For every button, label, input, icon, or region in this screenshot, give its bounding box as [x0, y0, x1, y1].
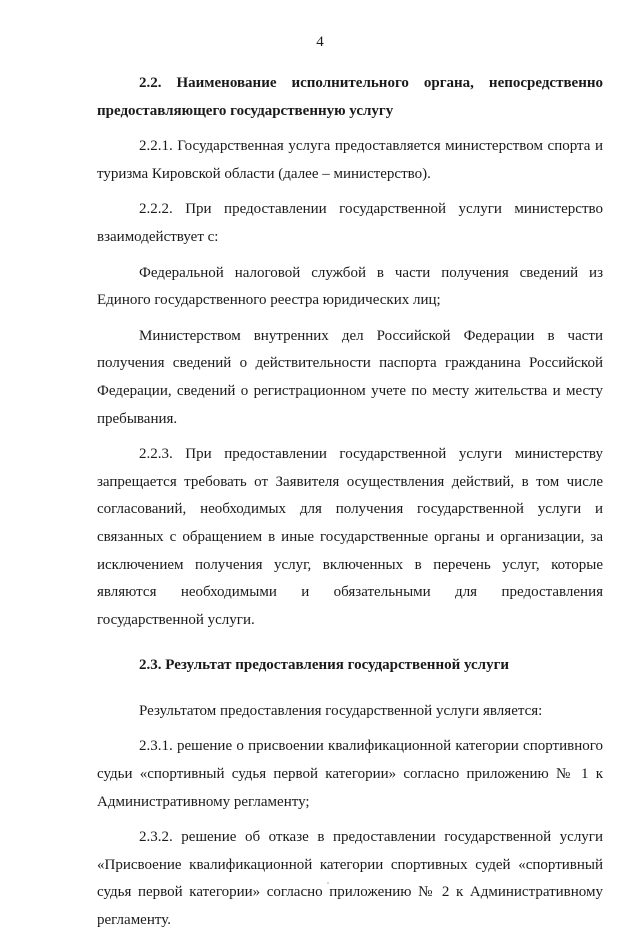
section-2-3-heading: 2.3. Результат предоставления государственной услуги	[139, 657, 510, 674]
scan-speck	[327, 882, 329, 884]
paragraph-2-3-intro: Результатом предоставления государственной услуги является:	[139, 702, 543, 719]
paragraph-2-3-2: 2.3.2. решение об отказе в предоставлении государственной услуги «Присвоение квалификационной категории спортивных судей «спортивный судья первой категории» согласно приложению № 2 к Административному регламенту.	[97, 829, 603, 929]
paragraph-mvd: Министерством внутренних дел Российской Федерации в части получения сведений о действительности паспорта гражданина Российской Федерации, сведений о регистрационном учете по месту жительства и месту пребывания.	[97, 327, 603, 427]
paragraph-2-2-3: 2.2.3. При предоставлении государственной услуги министерству запрещается требовать от Заявителя осуществления действий, в том числе согласований, необходимых для получения государственной услуги и связанных с обращением в иные государственные органы и организации, за исключением получения услуг, включенных в перечень услуг, которые являются необходимыми и обязательными для предоставления государственной услуги.	[97, 446, 603, 628]
paragraph-fns: Федеральной налоговой службой в части получения сведений из Единого государственного реестра юридических лиц;	[97, 264, 603, 309]
document-body	[97, 70, 603, 935]
paragraph-2-3-1: 2.3.1. решение о присвоении квалификационной категории спортивного судьи «спортивный судья первой категории» согласно приложению № 1 к Административному регламенту;	[97, 738, 603, 810]
page-number: 4	[316, 34, 324, 50]
paragraph-2-2-1: 2.2.1. Государственная услуга предоставляется министерством спорта и туризма Кировской области (далее – министерство).	[97, 138, 603, 182]
paragraph-2-2-2: 2.2.2. При предоставлении государственной услуги министерство взаимодействует с:	[97, 201, 603, 245]
section-2-2-heading: 2.2. Наименование исполнительного органа, непосредственно предоставляющего государственную услугу	[97, 75, 603, 119]
